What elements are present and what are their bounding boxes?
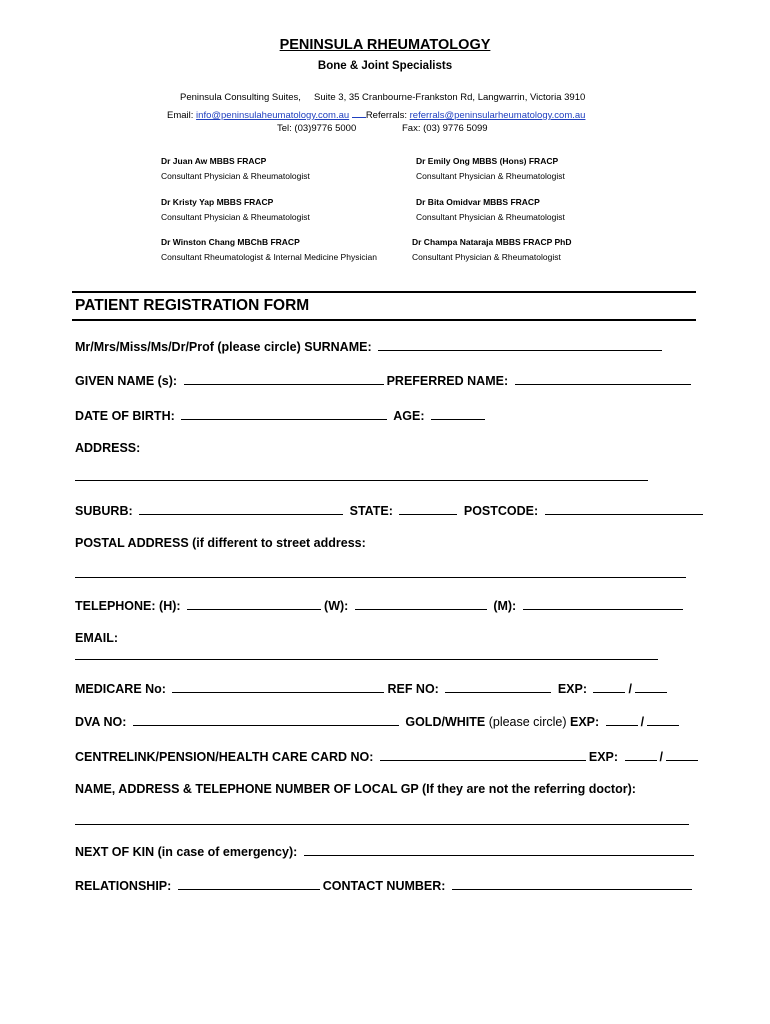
address-field[interactable]: [75, 480, 648, 481]
form-title: PATIENT REGISTRATION FORM: [75, 297, 310, 314]
relationship-label: RELATIONSHIP:: [75, 879, 172, 893]
age-field[interactable]: [431, 407, 485, 420]
doctor-entry: [412, 237, 572, 262]
centrelink-field[interactable]: [380, 748, 586, 761]
doctor-entry: [161, 197, 310, 222]
relationship-row: [75, 877, 695, 893]
doctor-entry: [161, 237, 377, 262]
email-link[interactable]: info@peninsulaheumatology.com.au: [196, 110, 350, 121]
work-phone-field[interactable]: [355, 597, 487, 610]
medicare-exp-year[interactable]: [635, 680, 667, 693]
medicare-field[interactable]: [172, 680, 384, 693]
given-name-field[interactable]: [184, 372, 384, 385]
preferred-name-field[interactable]: [515, 372, 691, 385]
dva-exp-month[interactable]: [606, 713, 638, 726]
email-row: [167, 108, 585, 121]
top-rule: [72, 291, 696, 293]
relationship-field[interactable]: [178, 877, 320, 890]
practice-name: PENINSULA RHEUMATOLOGY: [279, 37, 491, 53]
preferred-name-label: PREFERRED NAME:: [386, 374, 509, 388]
centrelink-exp-label: EXP:: [588, 750, 619, 764]
suburb-label: SUBURB:: [75, 504, 133, 518]
work-phone-label: (W):: [324, 599, 349, 613]
title-options[interactable]: Mr/Mrs/Miss/Ms/Dr/Prof (please circle): [75, 340, 301, 354]
doctor-name: Dr Winston Chang MBChB FRACP: [161, 237, 300, 247]
referrals-label: Referrals:: [365, 110, 407, 121]
doctor-role: Consultant Physician & Rheumatologist: [161, 171, 310, 181]
postal-address-field[interactable]: [75, 577, 686, 578]
location-name: Peninsula Consulting Suites,: [180, 92, 301, 103]
referrals-link[interactable]: referrals@peninsularheumatology.com.au: [409, 110, 586, 121]
medicare-exp-month[interactable]: [593, 680, 625, 693]
dva-field[interactable]: [133, 713, 399, 726]
surname-row: [75, 338, 665, 354]
mobile-phone-field[interactable]: [523, 597, 683, 610]
next-of-kin-row: [75, 843, 697, 859]
tel-number: Tel: (03)9776 5000: [277, 123, 357, 134]
dva-exp-label: EXP:: [570, 715, 600, 729]
dob-label: DATE OF BIRTH:: [75, 409, 175, 423]
doctor-role: Consultant Rheumatologist & Internal Medicine Physician: [161, 252, 377, 262]
contact-number-label: CONTACT NUMBER:: [322, 879, 446, 893]
doctor-entry: [416, 156, 565, 181]
suburb-row: [75, 502, 706, 518]
age-label: AGE:: [393, 409, 425, 423]
gold-white-options[interactable]: GOLD/WHITE: [405, 715, 486, 729]
doctor-role: Consultant Physician & Rheumatologist: [161, 212, 310, 222]
doctor-entry: [161, 156, 310, 181]
gp-field[interactable]: [75, 824, 689, 825]
next-of-kin-field[interactable]: [304, 843, 694, 856]
dob-row: [75, 407, 488, 423]
contact-number-field[interactable]: [452, 877, 692, 890]
surname-field[interactable]: [378, 338, 662, 351]
doctor-name: Dr Emily Ong MBBS (Hons) FRACP: [416, 156, 559, 166]
centrelink-label: CENTRELINK/PENSION/HEALTH CARE CARD NO:: [75, 750, 374, 764]
slash: /: [628, 682, 632, 696]
email-field[interactable]: [75, 659, 658, 660]
given-name-label: GIVEN NAME (s):: [75, 374, 178, 388]
telephone-row: [75, 597, 686, 613]
centrelink-exp-month[interactable]: [625, 748, 657, 761]
email-label: EMAIL:: [75, 631, 119, 645]
bottom-rule: [72, 319, 696, 321]
given-name-row: [75, 372, 694, 388]
postcode-label: POSTCODE:: [463, 504, 539, 518]
doctor-name: Dr Kristy Yap MBBS FRACP: [161, 197, 274, 207]
dva-exp-year[interactable]: [647, 713, 679, 726]
state-label: STATE:: [349, 504, 393, 518]
centrelink-row: [75, 748, 701, 764]
postal-address-label: POSTAL ADDRESS (if different to street address:: [75, 536, 366, 550]
doctor-name: Dr Champa Nataraja MBBS FRACP PhD: [412, 237, 572, 247]
ref-field[interactable]: [445, 680, 551, 693]
centrelink-exp-year[interactable]: [666, 748, 698, 761]
gp-label: NAME, ADDRESS & TELEPHONE NUMBER OF LOCAL GP (If they are not the referring doctor):: [75, 782, 636, 796]
doctor-entry: [416, 197, 565, 222]
mobile-phone-label: (M):: [493, 599, 517, 613]
dva-row: [75, 713, 682, 729]
email-label: Email:: [167, 110, 194, 121]
surname-label: SURNAME:: [304, 340, 372, 354]
doctor-name: Dr Bita Omidvar MBBS FRACP: [416, 197, 540, 207]
medicare-row: [75, 680, 670, 696]
slash: /: [640, 715, 645, 729]
doctor-role: Consultant Physician & Rheumatologist: [416, 171, 565, 181]
please-circle-note: (please circle): [488, 715, 567, 729]
postcode-field[interactable]: [545, 502, 703, 515]
link-underline: [352, 108, 366, 118]
practice-address: Suite 3, 35 Cranbourne-Frankston Rd, Langwarrin, Victoria 3910: [314, 92, 586, 103]
home-phone-field[interactable]: [187, 597, 321, 610]
medicare-label: MEDICARE No:: [75, 682, 166, 696]
address-label: ADDRESS:: [75, 441, 141, 455]
ref-label: REF NO:: [387, 682, 439, 696]
dva-label: DVA NO:: [75, 715, 127, 729]
doctor-name: Dr Juan Aw MBBS FRACP: [161, 156, 267, 166]
medicare-exp-label: EXP:: [557, 682, 587, 696]
doctor-role: Consultant Physician & Rheumatologist: [416, 212, 565, 222]
doctor-role: Consultant Physician & Rheumatologist: [412, 252, 561, 262]
practice-tagline: Bone & Joint Specialists: [317, 60, 453, 72]
slash: /: [659, 750, 664, 764]
suburb-field[interactable]: [139, 502, 343, 515]
dob-field[interactable]: [181, 407, 387, 420]
fax-number: Fax: (03) 9776 5099: [402, 123, 488, 134]
home-phone-label: TELEPHONE: (H):: [75, 599, 181, 613]
state-field[interactable]: [399, 502, 457, 515]
next-of-kin-label: NEXT OF KIN (in case of emergency):: [75, 845, 298, 859]
